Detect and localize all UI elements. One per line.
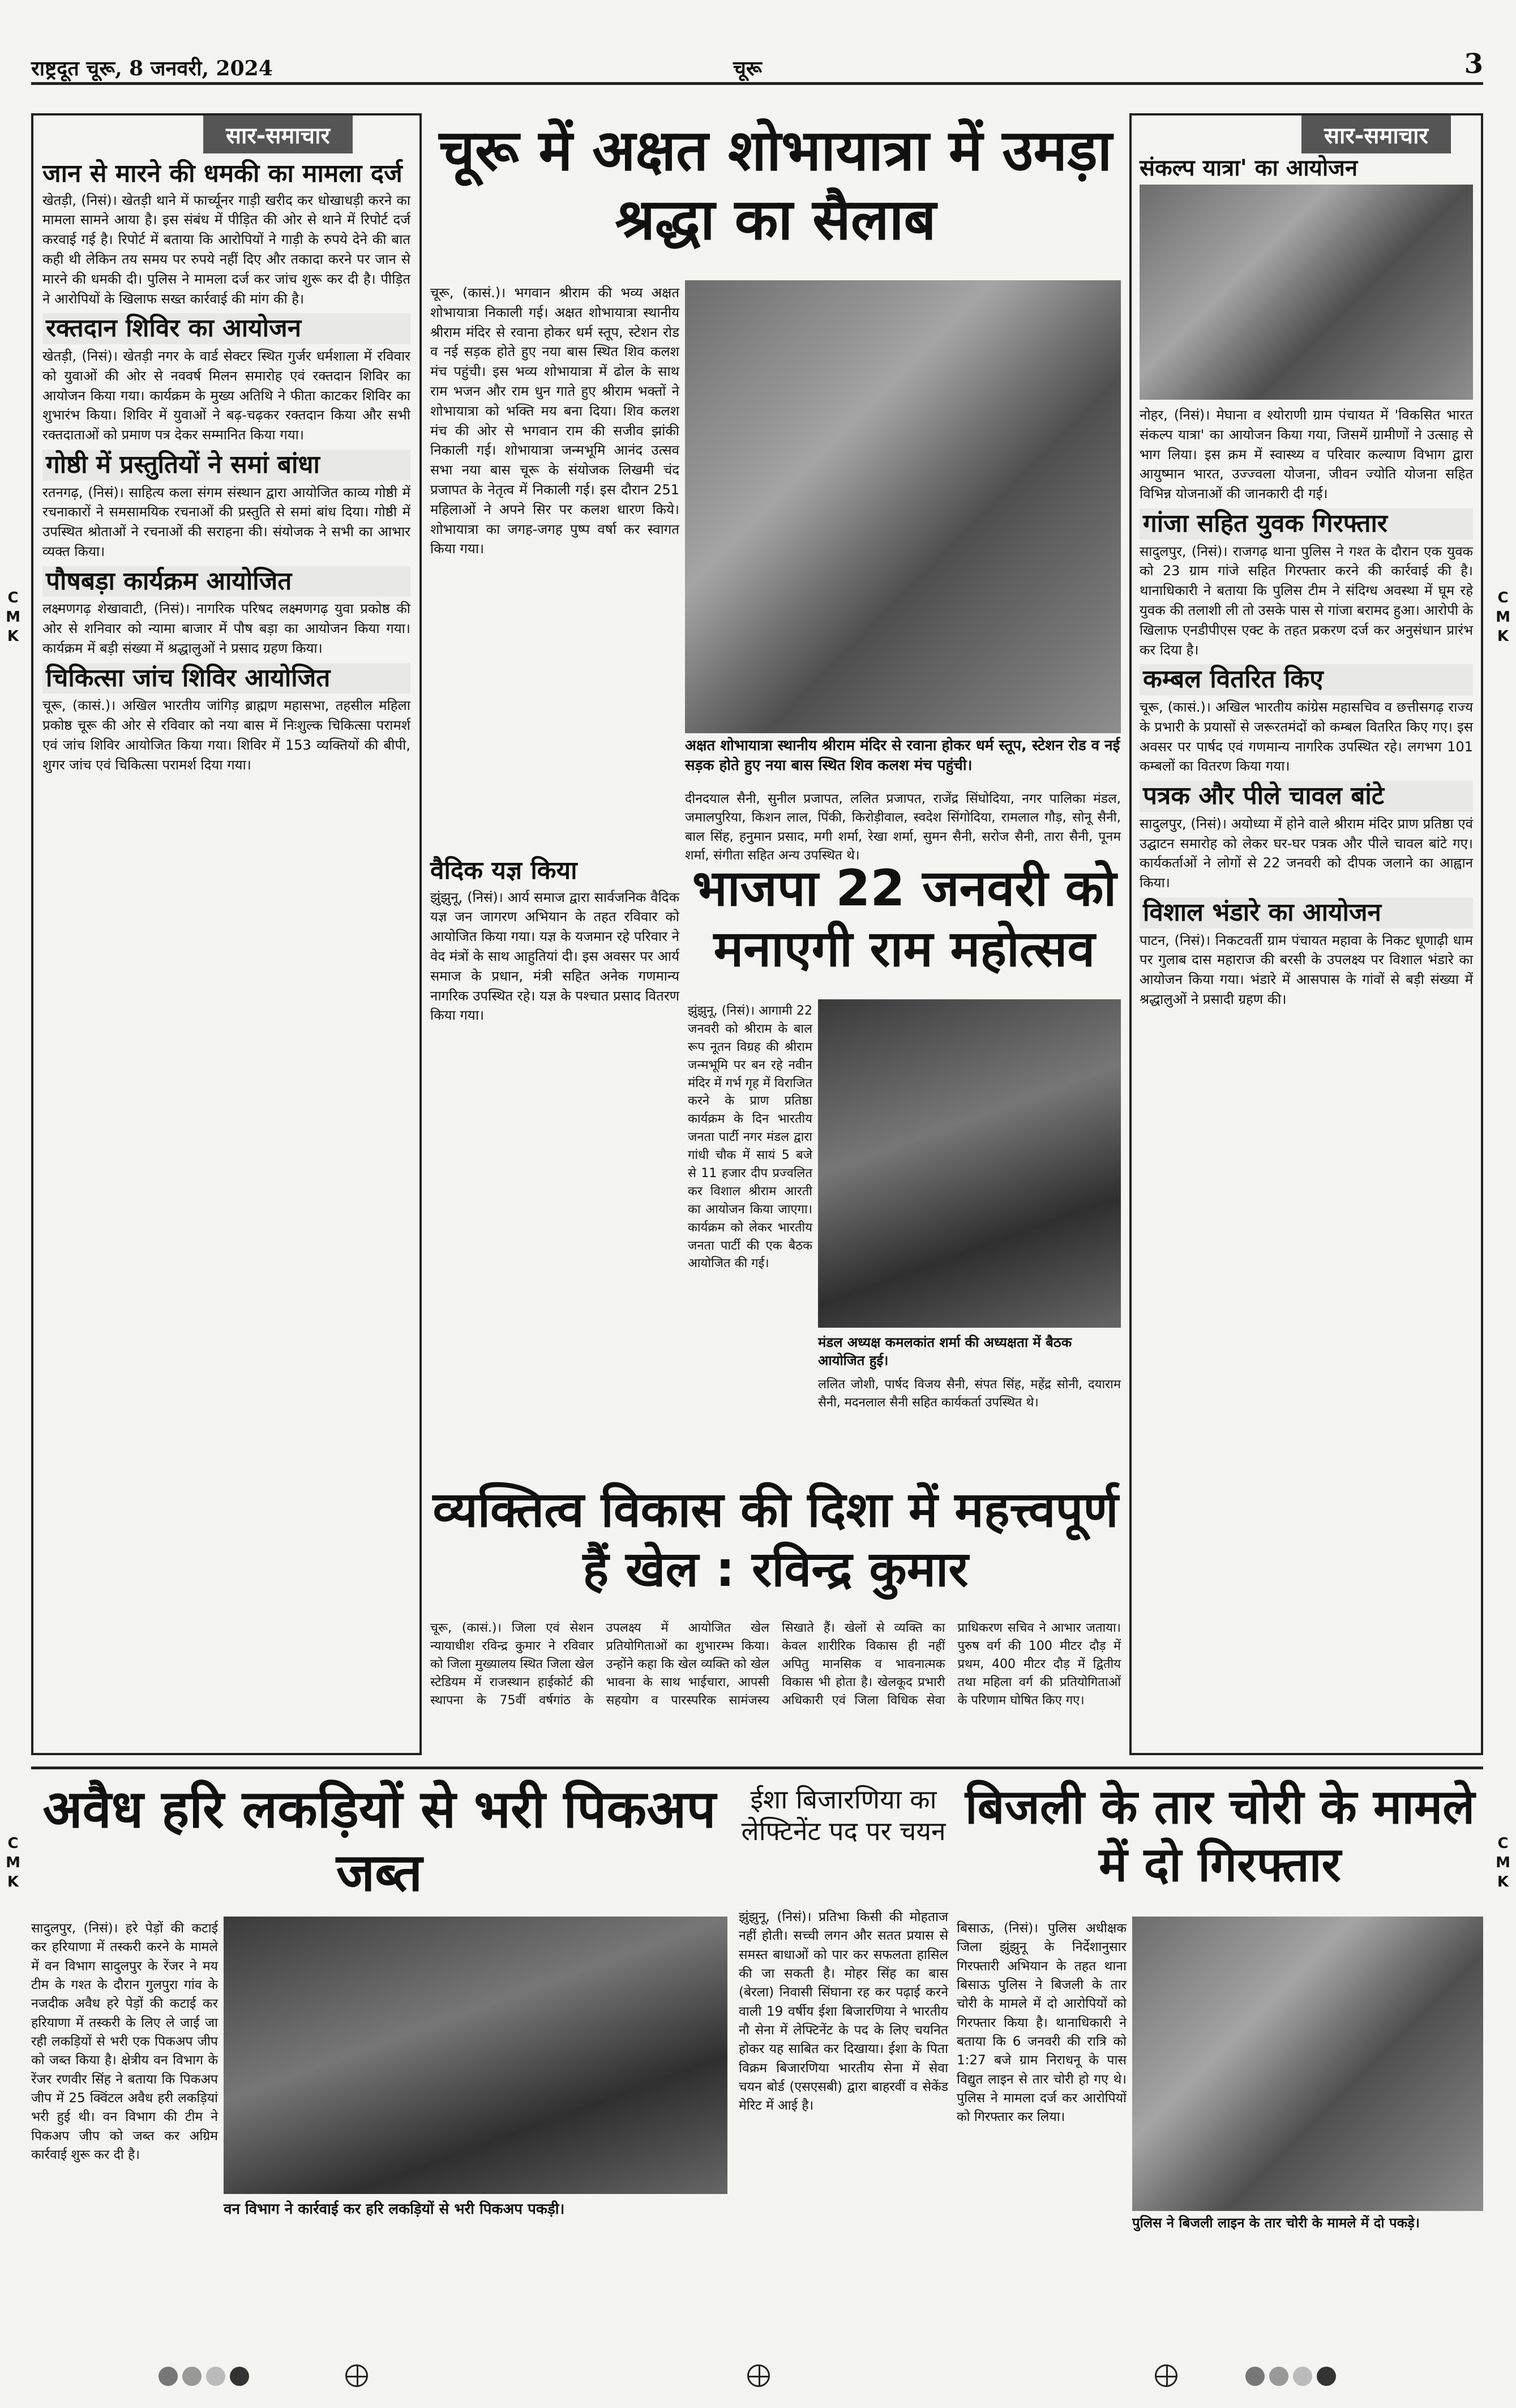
right-column-tag: सार-समाचार: [1301, 116, 1451, 153]
cmk-k: K: [7, 627, 19, 645]
yagya-title: वैदिक यज्ञ किया: [430, 856, 577, 885]
color-dots-left: [159, 2367, 272, 2389]
bjp-extra: ललित जोशी, पार्षद विजय सैनी, संपत सिंह, महेंद्र सोनी, दयाराम सैनी, मदनलाल सैनी सहित कार्यकर्ता उपस्थित थे।: [818, 1378, 1121, 1410]
color-dot: [182, 2367, 202, 2386]
right-news-column: [1129, 113, 1483, 1755]
color-dot: [1269, 2367, 1288, 2386]
wire-theft-headline: बिजली के तार चोरी के मामले में दो गिरफ्तार: [965, 1779, 1475, 1893]
story-title: गांजा सहित युवक गिरफ्तार: [1140, 508, 1473, 540]
lead-body: चूरू, (कासं.)। भगवान श्रीराम की भव्य अक्षत शोभायात्रा निकाली गई। अक्षत शोभायात्रा स्थानीय श्रीराम मंदिर से रवाना होकर धर्म स्तूप, स्टेशन रोड व नई सड़क होते हुए नया बास स्थित शिव कलश मंच पहुंची। इस भव्य शोभायात्रा में ढोल के साथ राम भजन और राम धुन गाते हुए श्रीराम भक्तों ने शोभायात्रा को भक्ति मय बना दिया। शिव कलश मंच की ओर से भगवान राम की सजीव झांकी निकाली गई। शोभायात्रा जन्मभूमि आनंद उत्सव सभा नया बास चूरू के संयोजक लिखमी चंद प्रजापत के नेतृत्व में निकाली गई। इस दौरान 251 महिलाओं ने अपने सिर पर कलश धारण किये। शोभायात्रा का जगह-जगह पुष्प वर्षा कर स्वागत किया गया।: [430, 285, 679, 557]
story-body: नोहर, (निसं)। मेघाना व श्योराणी ग्राम पंचायत में 'विकसित भारत संकल्प यात्रा' का आयोजन किया गया, जिसमें ग्रामीणों ने उत्साह से भाग लिया। इस क्रम में स्वास्थ्य व परिवार कल्याण विभाग द्वारा आयुष्मान भारत, उज्ज्वला योजना, जीवन ज्योति योजना सहित विभिन्न योजनाओं की जानकारी दी गई।: [1140, 407, 1473, 502]
story-title: पत्रक और पीले चावल बांटे: [1140, 781, 1473, 812]
color-dot: [1317, 2367, 1336, 2386]
story-body: सादुलपुर, (निसं)। अयोध्या में होने वाले श्रीराम मंदिर प्राण प्रतिष्ठा एवं उद्घाटन समारोह को लेकर घर-घर पत्रक और पीले चावल बांटे गए। कार्यकर्ताओं ने लोगों से 22 जनवरी को दीपक जलाने का आह्वान किया।: [1140, 815, 1473, 891]
color-dot: [1293, 2367, 1312, 2386]
color-dot: [206, 2367, 225, 2386]
left-column-tag: सार-समाचार: [203, 116, 353, 153]
sankalp-yatra-photo: [1140, 185, 1473, 400]
story-title: रक्तदान शिविर का आयोजन: [42, 313, 410, 344]
lead-photo-caption: अक्षत शोभायात्रा स्थानीय श्रीराम मंदिर से रवाना होकर धर्म स्तूप, स्टेशन रोड व नई सड़क होते हुए नया बास स्थित शिव कलश मंच पहुंची।: [685, 737, 1120, 775]
sports-body: चूरू, (कासं.)। जिला एवं सेशन न्यायाधीश रविन्द्र कुमार ने रविवार को जिला मुख्यालय स्थित जिला खेल स्टेडियम में राजस्थान हाईकोर्ट की स्थापना के 75वीं वर्षगांठ के उपलक्ष्य में आयोजित खेल प्रतियोगिताओं का शुभारम्भ किया। उन्होंने कहा कि खेल व्यक्ति को खेल भावना के साथ भाईचारा, आपसी सहयोग व पारस्परिक सामंजस्य सिखाते हैं। खेलों से व्यक्ति का केवल शारीरिक विकास ही नहीं अपितु मानसिक व भावनात्मक विकास भी होता है। खेलकूद प्रभारी अधिकारी एवं जिला विधिक सेवा प्राधिकरण सचिव ने आभार जताया। पुरुष वर्ग की 100 मीटर दौड़ में प्रथम, 400 मीटर दौड़ में द्वितीय तथा महिला वर्ग की प्रतियोगिताओं के परिणाम घोषित किए गए।: [430, 1621, 1121, 1708]
cmk-c: C: [7, 589, 19, 606]
story-body: खेतड़ी, (निसं)। खेतड़ी नगर के वार्ड सेक्टर स्थित गुर्जर धर्मशाला में रविवार को युवाओं की ओर से नववर्ष मिलन समारोह एवं रक्तदान शिविर का आयोजन किया गया। कार्यक्रम के मुख्य अतिथि ने फीता काटकर शिविर का शुभारंभ किया। शिविर में युवाओं ने बढ़-चढ़कर रक्तदान किया और सभी रक्तदाताओं को प्रमाण पत्र देकर सम्मानित किया गया।: [42, 348, 410, 443]
cmk-mark-right-lower: [1494, 1834, 1511, 1892]
left-news-column: [31, 113, 422, 1755]
registration-mark-icon: [1155, 2364, 1177, 2387]
section-divider: [31, 1767, 1483, 1769]
color-dot: [230, 2367, 249, 2386]
photo-story-title: संकल्प यात्रा' का आयोजन: [1140, 155, 1358, 181]
procession-photo: [685, 280, 1121, 733]
cmk-m: M: [6, 1854, 20, 1871]
isha-headline: ईशा बिजारणिया का लेफ्टिनेंट पद पर चयन: [741, 1784, 946, 1847]
pickup-photo: [224, 1917, 727, 2194]
wire-photo-caption: पुलिस ने बिजली लाइन के तार चोरी के मामले में दो पकड़े।: [1132, 2215, 1420, 2231]
color-dot: [159, 2367, 178, 2386]
lead-attendees: दीनदयाल सैनी, सुनील प्रजापत, ललित प्रजापत, राजेंद्र सिंघोदिया, नगर पालिका मंडल, जमालपुरिया, किशन लाल, पिंकी, किरोड़ीवाल, स्वदेश सिंगोदिया, रामलाल गौड़, सोनू सैनी, बाल सिंह, हनुमान प्रसाद, मगी शर्मा, रेखा शर्मा, सुमन सैनी, सरोज सैनी, तारा सैनी, पूनम शर्मा, संगीता सहित अन्य उपस्थित थे।: [685, 792, 1121, 863]
paper-name-date: राष्ट्रदूत चूरू, 8 जनवरी, 2024: [31, 57, 273, 80]
page-number: 3: [1464, 48, 1483, 80]
cmk-c: C: [7, 1835, 19, 1852]
cmk-c: C: [1497, 589, 1509, 606]
sports-headline: व्यक्तित्व विकास की दिशा में महत्त्वपूर्ण हैं खेल : रविन्द्र कुमार: [432, 1482, 1119, 1598]
arrest-photo: [1132, 1917, 1483, 2211]
registration-mark-icon: [345, 2364, 368, 2387]
cmk-k: K: [1497, 627, 1509, 645]
bjp-photo-caption: मंडल अध्यक्ष कमलकांत शर्मा की अध्यक्षता में बैठक आयोजित हुई।: [818, 1335, 1072, 1369]
registration-mark-icon: [747, 2364, 770, 2387]
story-title: गोष्ठी में प्रस्तुतियों ने समां बांधा: [42, 450, 410, 481]
cmk-m: M: [1496, 608, 1510, 626]
story-body: पाटन, (निसं)। निकटवर्ती ग्राम पंचायत महावा के निकट धूणाढ़ी धाम पर गुलाब दास महाराज की बरसी के उपलक्ष्य पर विशाल भंडारे का आयोजन किया गया। भंडारे में आसपास के गांवों से बड़ी संख्या में श्रद्धालुओं ने प्रसादी ग्रहण की।: [1140, 932, 1473, 1007]
lead-headline: चूरू में अक्षत शोभायात्रा में उमड़ा श्रद्धा का सैलाब: [439, 117, 1112, 253]
cmk-k: K: [1497, 1873, 1509, 1891]
story-title: जान से मारने की धमकी का मामला दर्ज: [42, 159, 402, 188]
cmk-mark-left-lower: [5, 1834, 22, 1892]
story-body: रतनगढ़, (निसं)। साहित्य कला संगम संस्थान द्वारा आयोजित काव्य गोष्ठी में रचनाकारों ने समसामयिक रचनाओं की प्रस्तुति से समां बांध दिया। गोष्ठी में उपस्थित श्रोताओं ने रचनाओं की सराहना की। संयोजक ने सभी का आभार व्यक्त किया।: [42, 484, 410, 559]
color-dot: [1245, 2367, 1265, 2386]
story-body: चूरू, (कासं.)। अखिल भारतीय जांगिड़ ब्राह्मण महासभा, तहसील महिला प्रकोष्ठ चूरू की ओर से रविवार को नया बास में निःशुल्क चिकित्सा परामर्श एवं जांच शिविर आयोजित किया गया। शिविर में 153 व्यक्तियों की बीपी, शुगर जांच एवं चिकित्सा परामर्श दिया गया।: [42, 698, 410, 773]
cmk-m: M: [6, 608, 20, 626]
timber-body: सादुलपुर, (निसं)। हरे पेड़ों की कटाई कर हरियाणा में तस्करी करने के मामले में वन विभाग सादुलपुर के रेंजर ने मय टीम के गश्त के दौरान गुलपुरा गांव के नजदीक अवैध हरे पेड़ों की कटाई कर हरियाणा में तस्करी के लिए ले जाई जा रही लकड़ियों से भरी एक पिकअप जीप को जब्त किया है। क्षेत्रीय वन विभाग के रेंजर रणवीर सिंह ने बताया कि पिकअप जीप में 25 क्विंटल अवैध हरी लकड़ियां भरी हुई थी। वन विभाग की टीम ने पिकअप जीप को जब्त कर अग्रिम कार्रवाई शुरू कर दी है।: [31, 1921, 218, 2163]
story-body: सादुलपुर, (निसं)। राजगढ़ थाना पुलिस ने गश्त के दौरान एक युवक को 23 ग्राम गांजे सहित गिरफ्तार करने की कार्रवाई की है। थानाधिकारी ने बताया कि पुलिस टीम ने संदिग्ध अवस्था में घूम रहे युवक की तलाशी ली तो उसके पास से गांजा बरामद हुआ। आरोपी के खिलाफ एनडीपीएस एक्ट के तहत प्रकरण दर्ज कर अनुसंधान प्रारंभ कर दिया है।: [1140, 543, 1473, 658]
wire-theft-body: बिसाऊ, (निसं)। पुलिस अधीक्षक जिला झुंझुनू के निर्देशानुसार गिरफ्तारी अभियान के तहत थाना बिसाऊ पुलिस ने बिजली के तार चोरी के मामले में दो आरोपियों को गिरफ्तार किया है। थानाधिकारी ने बताया कि 6 जनवरी की रात्रि को 1:27 बजे ग्राम निराधनू के पास विद्युत लाइन से तार चोरी हो गए थे। पुलिस ने मामला दर्ज कर आरोपियों को गिरफ्तार कर लिया।: [957, 1921, 1127, 2125]
story-title: पौषबड़ा कार्यक्रम आयोजित: [42, 566, 410, 597]
isha-body: झुंझुनू, (निसं)। प्रतिभा किसी की मोहताज नहीं होती। सच्ची लगन और सतत प्रयास से समस्त बाधाओं को पार कर सफलता हासिल की जा सकती है। मोहर सिंह का बास (बेरला) निवासी सिंघाना रह कर पढ़ाई करने वाली 19 वर्षीय ईशा बिजारणिया ने भारतीय नौ सेना में लेफ्टिनेंट के पद के लिए चयनित होकर यह साबित कर दिखाया। ईशा के पिता विक्रम बिजारणिया भारतीय सेना में सेवा चयन बोर्ड (एसएसबी) द्वारा बाहरवीं व सेकेंड मेरिट में आई है।: [739, 1910, 948, 2114]
cmk-m: M: [1496, 1854, 1510, 1871]
story-body: लक्ष्मणगढ़ शेखावाटी, (निसं)। नागरिक परिषद लक्ष्मणगढ़ युवा प्रकोष्ठ की ओर से शनिवार को न्यामा बाजार में पौष बड़ा का आयोजन किया गया। कार्यक्रम में बड़ी संख्या में श्रद्धालुओं ने प्रसाद ग्रहण किया।: [42, 601, 410, 656]
yagya-body: झुंझुनू, (निसं)। आर्य समाज द्वारा सार्वजनिक वैदिक यज्ञ जन जागरण अभियान के तहत रविवार को आयोजित किया गया। यज्ञ के यजमान रहे परिवार ने वेद मंत्रों के साथ आहुतियां दी। इस अवसर पर आर्य समाज के प्रधान, मंत्री सहित अनेक गणमान्य नागरिक उपस्थित रहे। यज्ञ के पश्चात प्रसाद वितरण किया गया।: [430, 889, 679, 1024]
timber-headline: अवैध हरि लकड़ियों से भरी पिकअप जब्त: [42, 1779, 716, 1904]
masthead: [31, 48, 1483, 85]
timber-photo-caption: वन विभाग ने कार्रवाई कर हरि लकड़ियों से भरी पिकअप पकड़ी।: [224, 2201, 565, 2218]
story-title: विशाल भंडारे का आयोजन: [1140, 897, 1473, 929]
color-dots-right: [1245, 2367, 1359, 2389]
cmk-mark-right: [1494, 589, 1511, 646]
bjp-headline: भाजपा 22 जनवरी को मनाएगी राम महोत्सव: [692, 859, 1117, 978]
yagya-story: [430, 852, 679, 1560]
cmk-c: C: [1497, 1835, 1509, 1852]
meeting-photo: [818, 999, 1121, 1328]
story-body: खेतड़ी, (निसं)। खेतड़ी थाने में फार्च्यूनर गाड़ी खरीद कर धोखाधड़ी करने का मामला सामने आया है। इस संबंध में पीड़ित की ओर से थाने में रिपोर्ट दर्ज करवाई गई है। रिपोर्ट में बताया कि आरोपियों ने गाड़ी के रुपये देने की बात कही थी लेकिन तय समय पर रुपये नहीं दिए और तकादा करने पर जान से मारने की धमकी दी। पुलिस ने मामला दर्ज कर जांच शुरू कर दी है। पीड़ित ने आरोपियों के खिलाफ सख्त कार्रवाई की मांग की है।: [42, 192, 410, 307]
cmk-k: K: [7, 1873, 19, 1891]
story-title: चिकित्सा जांच शिविर आयोजित: [42, 663, 410, 694]
cmk-mark-left: [5, 589, 22, 646]
bjp-body: झुंझुनू, (निसं)। आगामी 22 जनवरी को श्रीराम के बाल रूप नूतन विग्रह की श्रीराम जन्मभूमि पर बन रहे नवीन मंदिर में गर्भ गृह में विराजित करने के प्राण प्रतिष्ठा कार्यक्रम के दिन भारतीय जनता पार्टी नगर मंडल द्वारा गांधी चौक में सायं 5 बजे से 11 हजार दीप प्रज्वलित कर विशाल श्रीराम आरती का आयोजन किया जाएगा। कार्यक्रम को लेकर भारतीय जनता पार्टी की एक बैठक आयोजित की गई।: [688, 1004, 812, 1271]
story-title: कम्बल वितरित किए: [1140, 664, 1473, 695]
section-name: चूरू: [733, 57, 762, 80]
story-body: चूरू, (कासं.)। अखिल भारतीय कांग्रेस महासचिव व छत्तीसगढ़ राज्य के प्रभारी के प्रयासों से जरूरतमंदों को कम्बल वितरित किए गए। इस अवसर पर पार्षद एवं गणमान्य नागरिक उपस्थित रहे। लगभग 101 कम्बलों का वितरण किया गया।: [1140, 699, 1473, 775]
